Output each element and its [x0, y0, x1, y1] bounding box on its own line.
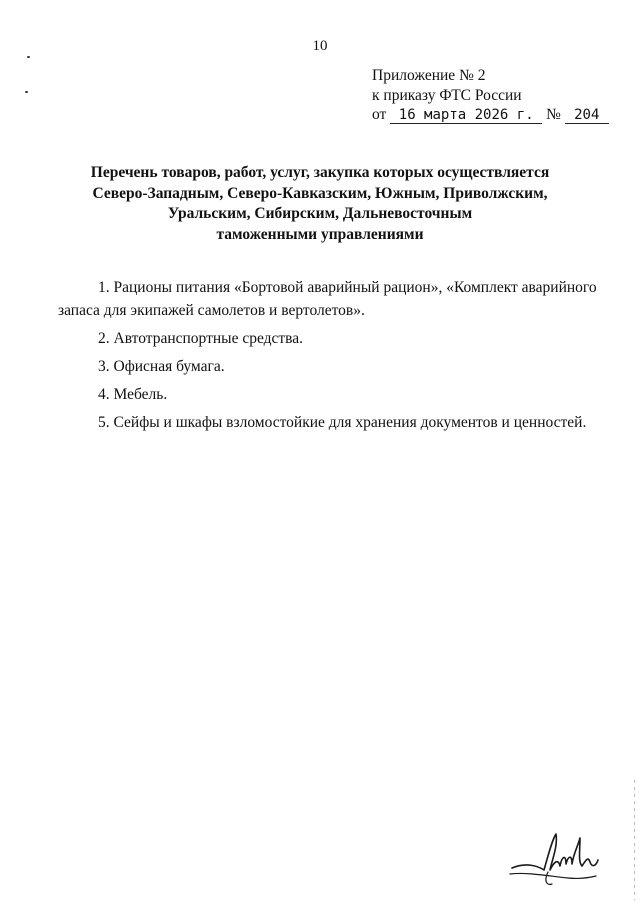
- list-item-text: 3. Офисная бумага.: [98, 358, 225, 375]
- appendix-date: 16 марта 2026 г.: [390, 107, 542, 124]
- appendix-date-line: [372, 105, 609, 125]
- list-item: [58, 355, 600, 378]
- scan-speck: [27, 56, 30, 58]
- document-title: [60, 163, 580, 245]
- scan-edge-mark: [634, 780, 635, 900]
- scan-speck: [25, 91, 28, 93]
- appendix-number: 204: [565, 107, 609, 124]
- list-item: [58, 411, 600, 434]
- list-item: [58, 276, 600, 322]
- appendix-number-label: №: [546, 106, 561, 123]
- title-line: таможенными управлениями: [216, 225, 424, 243]
- appendix-block: [372, 66, 609, 125]
- list-item-text: 1. Рационы питания «Бортовой аварийный рацион», «Комплект аварийного: [98, 279, 597, 296]
- item-list: [58, 276, 600, 439]
- list-item: [58, 327, 600, 350]
- list-item-text: 2. Автотранспортные средства.: [98, 330, 304, 347]
- list-item: [58, 383, 600, 406]
- title-line: Северо-Западным, Северо-Кавказским, Южным, Приволжским,: [92, 184, 548, 202]
- title-line: Уральским, Сибирским, Дальневосточным: [167, 205, 473, 222]
- appendix-from-label: от: [372, 106, 387, 123]
- appendix-order-ref: к приказу ФТС России: [372, 86, 522, 104]
- list-item-text: 5. Сейфы и шкафы взломостойкие для хранения документов и ценностей.: [98, 414, 587, 431]
- list-item-text-continued: запаса для экипажей самолетов и вертолетов».: [58, 302, 365, 319]
- appendix-label: Приложение № 2: [372, 67, 486, 84]
- list-item-text: 4. Мебель.: [98, 386, 168, 403]
- handwritten-signature: [508, 826, 604, 890]
- title-line: Перечень товаров, работ, услуг, закупка которых осуществляется: [90, 164, 550, 181]
- page-number: 10: [312, 38, 328, 54]
